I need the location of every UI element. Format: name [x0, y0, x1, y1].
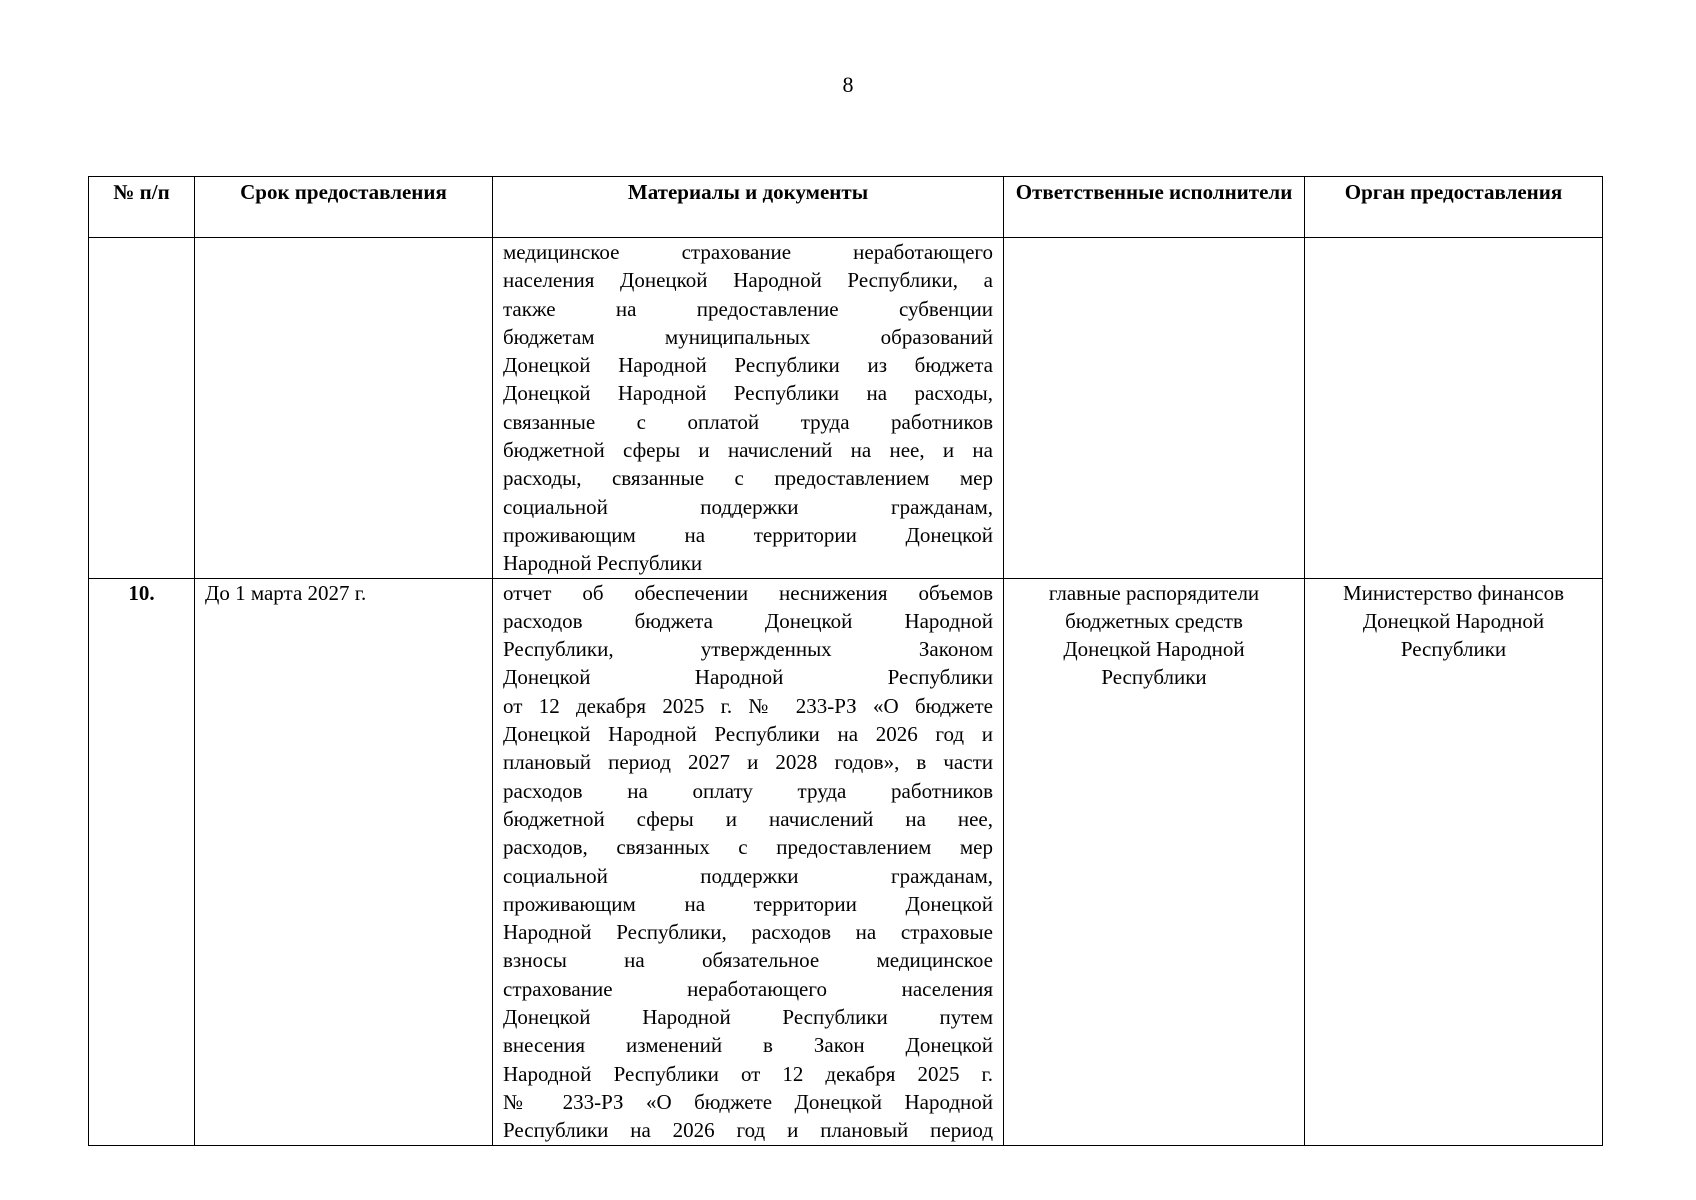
- header-organ: [1305, 177, 1603, 238]
- organ-line: Донецкой Народной: [1362, 608, 1545, 633]
- materials-line: проживающим на территории Донецкой: [503, 891, 993, 916]
- header-term-label: Срок предоставления: [240, 180, 447, 204]
- materials-line: также на предоставление субвенции: [503, 296, 993, 321]
- materials-line: социальной поддержки гражданам,: [503, 494, 993, 519]
- header-responsible-label: Ответственные исполнители: [1015, 180, 1293, 204]
- materials-line: Донецкой Народной Республики путем: [503, 1005, 993, 1030]
- table-row-10: [89, 578, 1603, 1145]
- materials-line: бюджетам муниципальных образований: [503, 324, 993, 349]
- materials-line: Донецкой Народной Республики из бюджета: [503, 353, 993, 378]
- header-term: [195, 177, 493, 238]
- cell-term: До 1 марта 2027 г.: [195, 578, 493, 1145]
- table-row-continuation: [89, 238, 1603, 579]
- organ-line: Республики: [1400, 637, 1507, 662]
- materials-line: Донецкой Народной Республики на 2026 год и: [503, 722, 993, 747]
- materials-line: отчет об обеспечении неснижения объемов: [503, 580, 993, 605]
- header-num-label: № п/п: [113, 180, 170, 204]
- header-num: [89, 177, 195, 238]
- materials-line: Народной Республики: [503, 551, 703, 576]
- responsible-line: Республики: [1101, 665, 1207, 690]
- materials-line: проживающим на территории Донецкой: [503, 522, 993, 547]
- cell-organ: [1305, 578, 1603, 1145]
- materials-line: связанные с оплатой труда работников: [503, 409, 993, 434]
- cell-organ: [1305, 238, 1603, 579]
- materials-line: Республики, утвержденных Законом: [503, 637, 993, 662]
- materials-line: Народной Республики от 12 декабря 2025 г.: [503, 1061, 993, 1086]
- materials-line: населения Донецкой Народной Республики, а: [503, 268, 993, 293]
- materials-line: расходы, связанные с предоставлением мер: [503, 466, 993, 491]
- materials-line: социальной поддержки гражданам,: [503, 863, 993, 888]
- materials-line: страхование неработающего населения: [503, 976, 993, 1001]
- header-organ-label: Орган предоставления: [1344, 180, 1563, 204]
- materials-line: № 233-РЗ «О бюджете Донецкой Народной: [503, 1089, 993, 1114]
- cell-responsible: [1004, 238, 1305, 579]
- organ-line: Министерство финансов: [1342, 580, 1565, 605]
- cell-materials: [493, 238, 1004, 579]
- materials-line: Народной Республики, расходов на страховые: [503, 920, 993, 945]
- materials-line: бюджетной сферы и начислений на нее,: [503, 806, 993, 831]
- header-materials: [493, 177, 1004, 238]
- table-header-row: [89, 177, 1603, 238]
- materials-line: Донецкой Народной Республики: [503, 665, 993, 690]
- cell-num: [89, 238, 195, 579]
- materials-line: бюджетной сферы и начислений на нее, и на: [503, 438, 993, 463]
- responsible-line: главные распорядители: [1048, 580, 1260, 605]
- materials-line: расходов бюджета Донецкой Народной: [503, 608, 993, 633]
- page-number: 8: [842, 72, 854, 97]
- materials-line: внесения изменений в Закон Донецкой: [503, 1033, 993, 1058]
- materials-line: расходов, связанных с предоставлением мер: [503, 835, 993, 860]
- materials-line: Республики на 2026 год и плановый период: [503, 1118, 993, 1143]
- materials-line: от 12 декабря 2025 г. № 233-РЗ «О бюджете: [503, 693, 993, 718]
- responsible-line: Донецкой Народной: [1063, 637, 1245, 662]
- cell-responsible: [1004, 578, 1305, 1145]
- cell-materials: [493, 578, 1004, 1145]
- materials-line: расходов на оплату труда работников: [503, 778, 993, 803]
- materials-line: плановый период 2027 и 2028 годов», в части: [503, 750, 993, 775]
- cell-num: 10.: [89, 578, 195, 1145]
- cell-term: [195, 238, 493, 579]
- document-table: [88, 176, 1603, 1146]
- materials-line: медицинское страхование неработающего: [503, 240, 993, 264]
- header-materials-label: Материалы и документы: [627, 180, 869, 204]
- responsible-line: бюджетных средств: [1065, 608, 1243, 633]
- materials-line: Донецкой Народной Республики на расходы,: [503, 381, 993, 406]
- header-responsible: [1004, 177, 1305, 238]
- materials-line: взносы на обязательное медицинское: [503, 948, 993, 973]
